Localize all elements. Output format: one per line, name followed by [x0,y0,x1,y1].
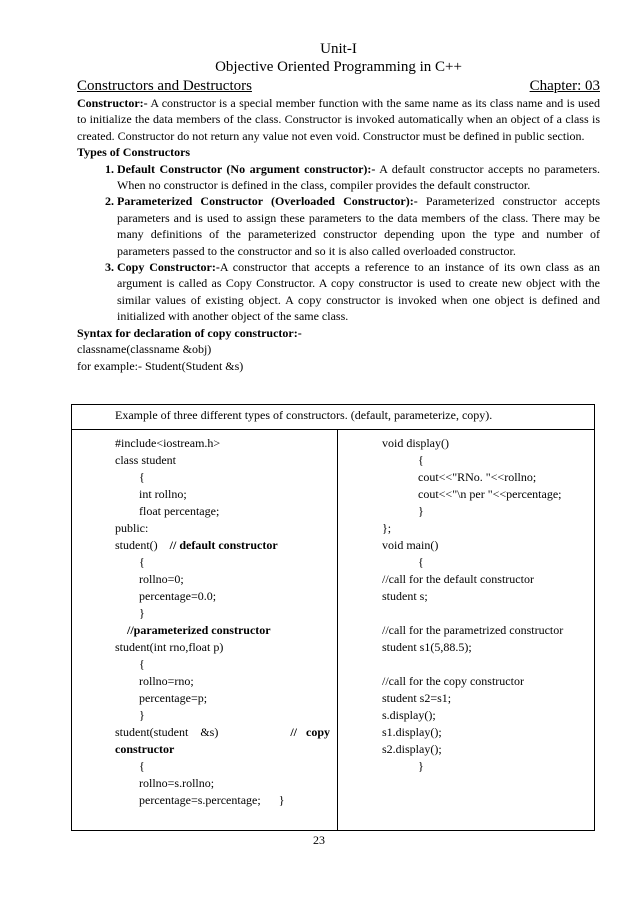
code-line: void display() [382,436,449,450]
unit-title: Unit-I [320,41,357,57]
type-term: Default Constructor (No argument constructor):- [117,161,376,176]
syntax-heading: Syntax for declaration of copy constructor:- [77,325,302,340]
types-heading: Types of Constructors [77,145,191,160]
code-line: { [115,470,145,484]
section-title: Constructors and Destructors [77,78,252,94]
code-line: { [115,657,145,671]
list-item [117,193,600,259]
code-line: student(int rno,float p) [115,640,224,654]
code-line: percentage=s.percentage; } [115,793,285,807]
type-term: Copy Constructor:- [117,260,220,275]
code-column-right [338,430,594,830]
subject-title: Objective Oriented Programming in C++ [215,59,462,75]
code-line: rollno=s.rollno; [115,776,215,790]
code-line: } [382,759,424,773]
chapter-label: Chapter: 03 [529,78,600,94]
code-line: student s; [382,589,428,603]
code-line: } [115,606,145,620]
code-line: float percentage; [115,504,220,518]
code-line: //call for the parametrized constructor [382,623,564,637]
code-line: { [115,759,145,773]
code-line [72,537,337,554]
code-line: class student [115,453,176,467]
code-line: cout<<"\n per "<<percentage; [382,487,562,501]
constructor-types-list [77,161,600,325]
code-line: s2.display(); [382,742,442,756]
syntax-line: classname(classname &obj) [77,342,212,357]
type-text: A default constructor accepts no parameters. When no constructor is defined in the class, compiler provides the default constructor. [117,161,600,193]
code-line: rollno=0; [115,572,184,586]
code-line: { [115,555,145,569]
page-number: 23 [313,833,325,847]
code-line [72,741,337,758]
code-text: student() [115,538,158,552]
code-line: percentage=0.0; [115,589,217,603]
type-term: Parameterized Constructor (Overloaded Constructor):- [117,194,418,209]
copy-constructor-comment-cont: constructor [115,742,175,756]
code-column-left [72,430,338,830]
type-text: A constructor that accepts a reference to an instance of its own class as an argument is called as Copy Constructor. A copy constructor is used to create new object with the similar values of existing object. A copy constructor is invoked when one object is defined and initialized with another object of the same class. [117,260,600,324]
code-line: s1.display(); [382,725,442,739]
code-line: cout<<"RNo. "<<rollno; [382,470,537,484]
code-line [338,605,594,622]
code-line: }; [382,521,392,535]
code-line: student s2=s1; [382,691,452,705]
code-line: public: [115,521,149,535]
document-page [77,40,600,374]
code-line: int rollno; [115,487,187,501]
code-caption: Example of three different types of constructors. (default, parameterize, copy). [72,405,594,430]
constructor-definition [77,95,600,144]
code-line: student s1(5,88.5); [382,640,472,654]
copy-constructor-comment: // copy [290,725,330,739]
code-line: #include<iostream.h> [115,436,221,450]
code-line: } [115,708,145,722]
code-line: s.display(); [382,708,436,722]
code-line [72,622,337,639]
code-line: rollno=rno; [115,674,194,688]
constructor-text: A constructor is a special member function with the same name as its class name and is used to initialize the data members of the class. Constructor is invoked automatically when an object of a class is created. Constructor do not return any value not even void. Constructor must be defined in public section. [77,96,600,143]
code-example-box [71,404,595,831]
code-line: percentage=p; [115,691,208,705]
list-item [117,161,600,194]
type-text: Parameterized constructor accepts parameters and is used to assign these parameters to the data members of the class. There may be many definitions of the parameterized constructor depending upon the type and number of parameters passed to the constructor and so it is also called overloaded constructor. [117,194,600,258]
section-header [77,77,600,95]
code-text: student(student &s) [115,725,219,739]
code-columns [72,430,594,830]
example-line: for example:- Student(Student &s) [77,358,244,373]
code-line: { [382,555,424,569]
code-line: //call for the default constructor [382,572,534,586]
constructor-term: Constructor:- [77,96,148,110]
default-constructor-comment: // default constructor [157,538,278,552]
list-item [117,259,600,325]
code-line: void main() [382,538,439,552]
code-line [72,724,337,741]
code-line: //call for the copy constructor [382,674,524,688]
code-line [338,656,594,673]
code-line: { [382,453,424,467]
code-line: } [382,504,424,518]
parameterized-constructor-comment: //parameterized constructor [115,623,271,637]
